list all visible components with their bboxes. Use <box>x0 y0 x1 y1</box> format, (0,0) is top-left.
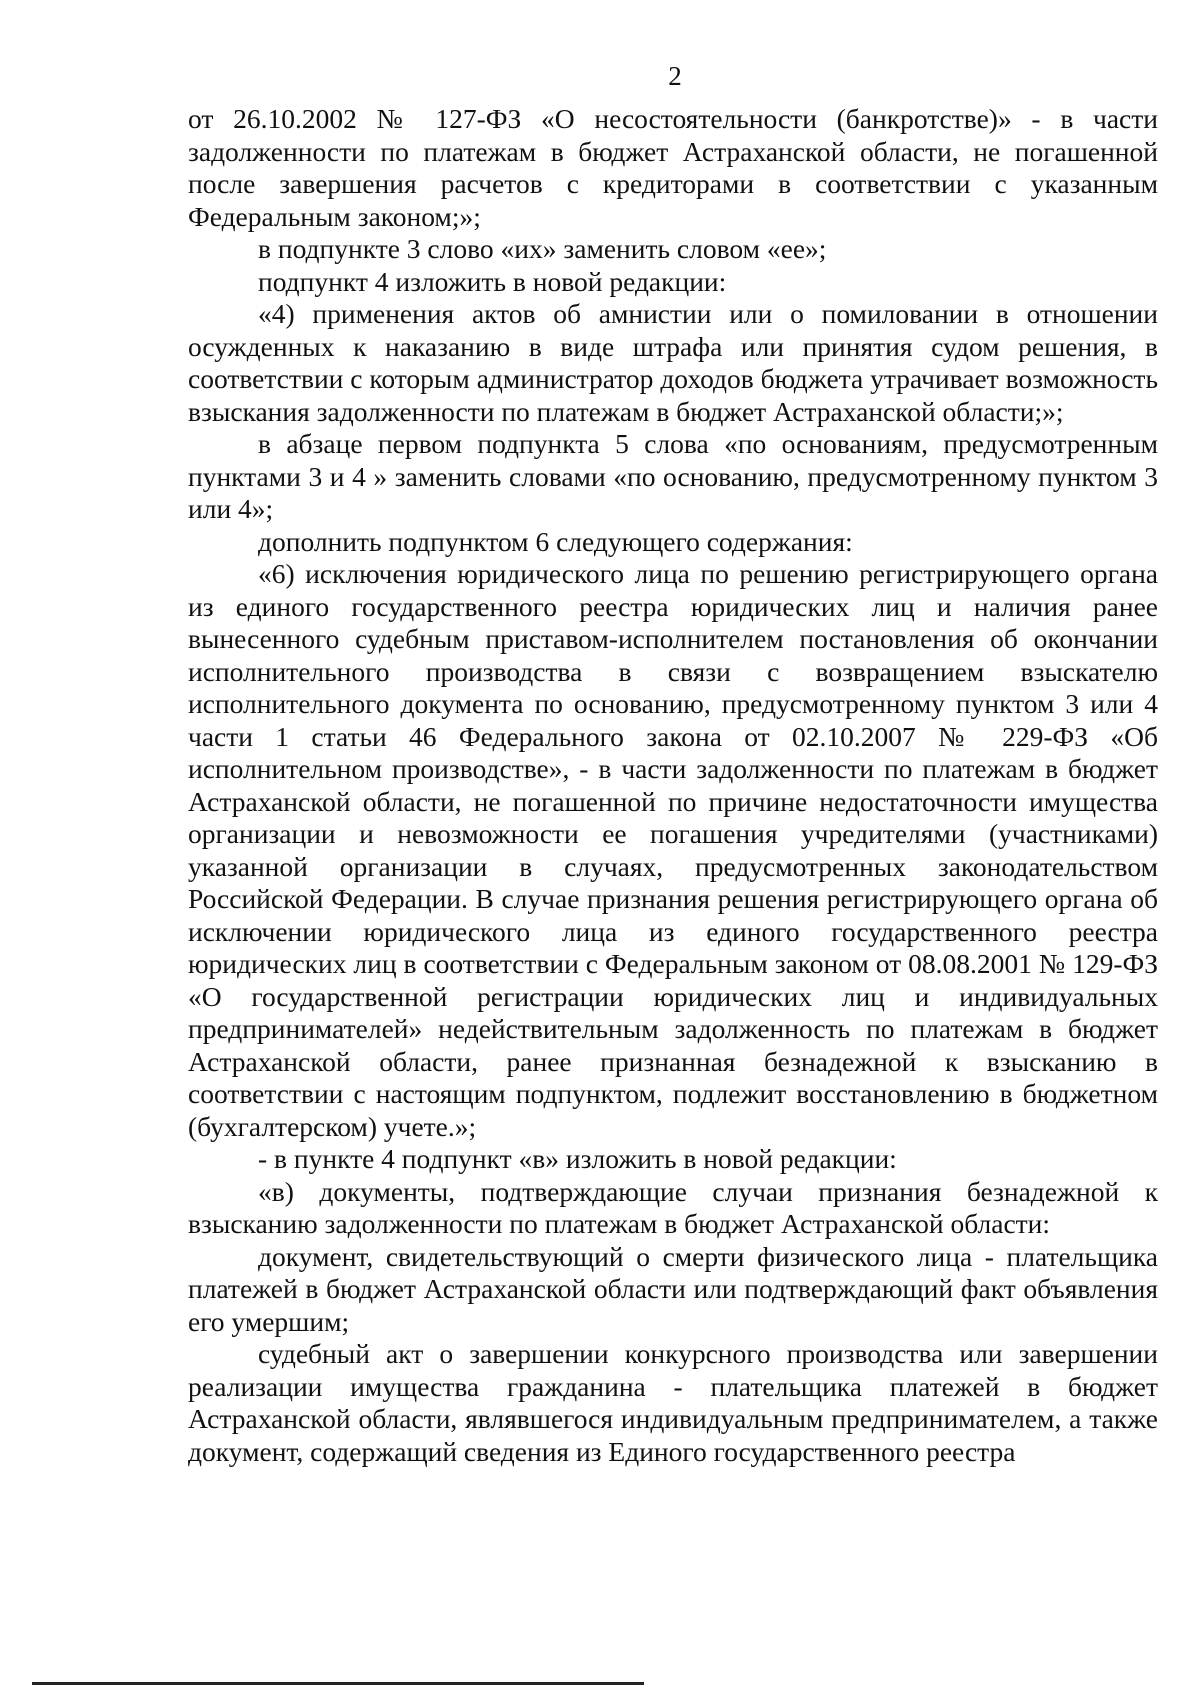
paragraph-continuation: от 26.10.2002 № 127-ФЗ «О несостоятельности (банкротстве)» - в части задолженности по платежам в бюджет Астраханской области, не погашенной после завершения расчетов с кредиторами в соответствии с указанным Федеральным законом;»; <box>188 103 1158 232</box>
paragraph-item-4-intro: - в пункте 4 подпункт «в» изложить в новой редакции: <box>258 1143 897 1174</box>
page-number: 2 <box>668 61 682 91</box>
paragraph-subitem-5-amendment: в абзаце первом подпункта 5 слова «по основаниям, предусмотренным пунктами 3 и 4 » заменить словами «по основанию, предусмотренному пунктом 3 или 4»; <box>188 428 1158 524</box>
paragraph-subitem-4-text: «4) применения актов об амнистии или о помиловании в отношении осужденных к наказанию в виде штрафа или принятия судом решения, в соответствии с которым администратор доходов бюджета утрачивает возможность взыскания задолженности по платежам в бюджет Астраханской области;»; <box>188 298 1158 427</box>
document-body <box>188 103 1158 1468</box>
paragraph-subitem-6-intro: дополнить подпунктом 6 следующего содержания: <box>258 525 853 557</box>
paragraph-court-act: судебный акт о завершении конкурсного производства или завершении реализации имущества гражданина - плательщика платежей в бюджет Астраханской области, являвшегося индивидуальным предпринимателем, а также документ, содержащий сведения из Единого государственного реестра <box>188 1338 1158 1467</box>
paragraph-item-4v-text: «в) документы, подтверждающие случаи признания безнадежной к взысканию задолженности по платежам в бюджет Астраханской области: <box>188 1175 1158 1239</box>
paragraph-subitem-6-text: «6) исключения юридического лица по решению регистрирующего органа из единого государственного реестра юридических лиц и наличия ранее вынесенного судебным приставом-исполнителем постановления об окончании исполнительного производства в связи с возвращением взыскателю исполнительного документа по основанию, предусмотренному пунктом 3 или 4 части 1 статьи 46 Федерального закона от 02.10.2007 № 229-ФЗ «Об исполнительном производстве», - в части задолженности по платежам в бюджет Астраханской области, не погашенной по причине недостаточности имущества организации и невозможности ее погашения учредителями (участниками) указанной организации в случаях, предусмотренных законодательством Российской Федерации. В случае признания решения регистрирующего органа об исключении юридического лица из единого государственного реестра юридических лиц в соответствии с Федеральным законом от 08.08.2001 № 129-ФЗ «О государственной регистрации юридических лиц и индивидуальных предпринимателей» недействительным задолженность по платежам в бюджет Астраханской области, ранее признанная безнадежной к взысканию в соответствии с настоящим подпунктом, подлежит восстановлению в бюджетном (бухгалтерском) учете.»; <box>188 558 1158 1142</box>
footer-rule <box>32 1682 644 1685</box>
paragraph-subitem-3-amendment: в подпункте 3 слово «их» заменить словом «ее»; <box>258 233 827 264</box>
paragraph-death-document: документ, свидетельствующий о смерти физического лица - плательщика платежей в бюджет Астраханской области или подтверждающий факт объявления его умершим; <box>188 1240 1158 1337</box>
paragraph-subitem-4-intro: подпункт 4 изложить в новой редакции: <box>258 265 727 297</box>
